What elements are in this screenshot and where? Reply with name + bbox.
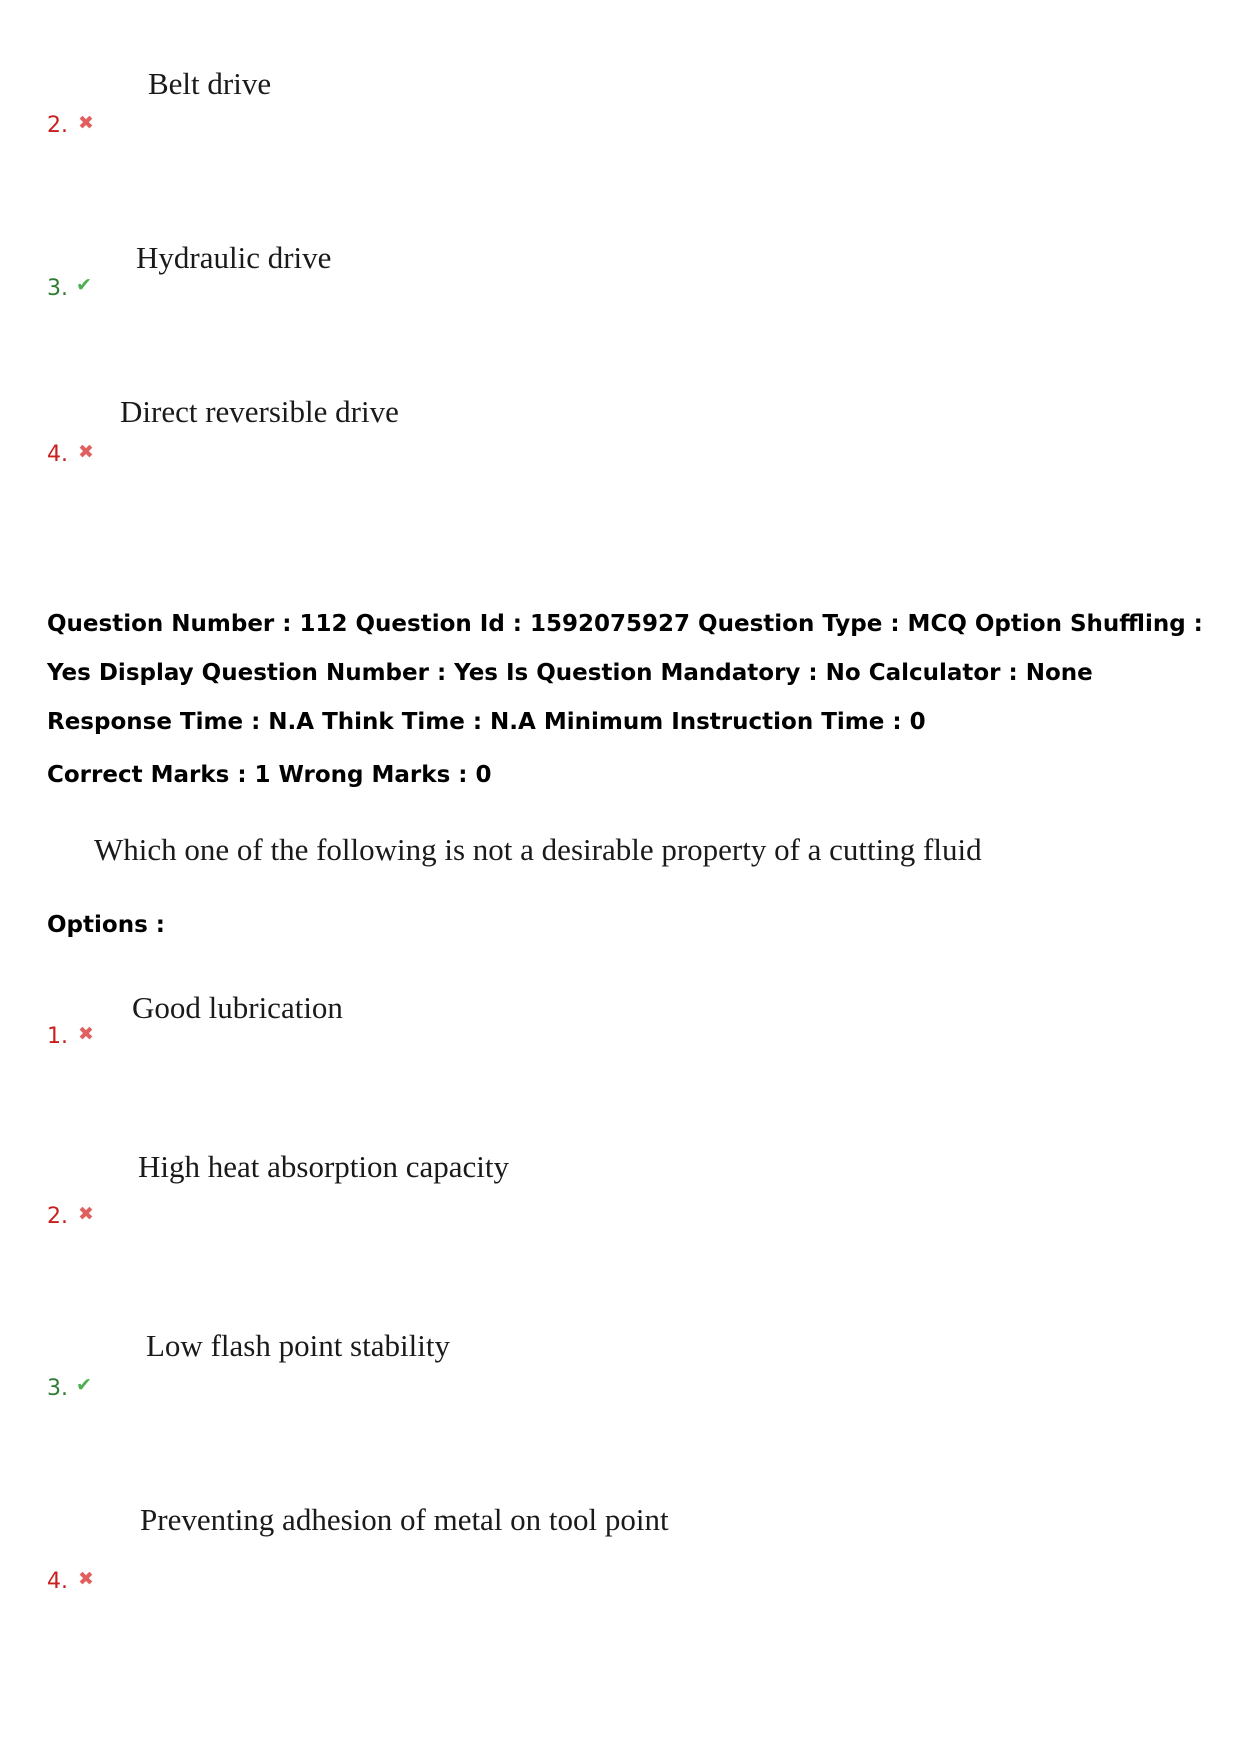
question-text: Which one of the following is not a desirable property of a cutting fluid <box>94 832 982 867</box>
option-text: Preventing adhesion of metal on tool point <box>140 1502 669 1537</box>
options-label: Options : <box>47 912 165 938</box>
option-text: Direct reversible drive <box>120 394 399 429</box>
check-icon: ✔ <box>76 274 92 296</box>
option-text: Low flash point stability <box>146 1328 450 1363</box>
check-icon: ✔ <box>76 1374 92 1396</box>
cross-icon: ✖ <box>78 1203 94 1225</box>
question-metadata: Question Number : 112 Question Id : 1592075927 Question Type : MCQ Option Shuffling : Yes Display Question Number : Yes Is Question Mandatory : No Calculator : None Response Time : N.A Think Time : N.A Minimum Instruction Time : 0 <box>47 611 1203 735</box>
option-text: Good lubrication <box>132 990 343 1025</box>
option-text: High heat absorption capacity <box>138 1149 510 1184</box>
option-number: 2. <box>47 1204 68 1229</box>
option-number: 2. <box>47 113 68 138</box>
option-text: Belt drive <box>148 66 272 101</box>
cross-icon: ✖ <box>78 1023 94 1045</box>
marks-line: Correct Marks : 1 Wrong Marks : 0 <box>47 762 492 788</box>
cross-icon: ✖ <box>78 112 94 134</box>
cross-icon: ✖ <box>78 441 94 463</box>
option-number: 3. <box>47 276 68 301</box>
cross-icon: ✖ <box>78 1568 94 1590</box>
option-number: 4. <box>47 1569 68 1594</box>
option-number: 4. <box>47 442 68 467</box>
option-number: 1. <box>47 1024 68 1049</box>
option-number: 3. <box>47 1376 68 1401</box>
option-text: Hydraulic drive <box>136 240 332 275</box>
